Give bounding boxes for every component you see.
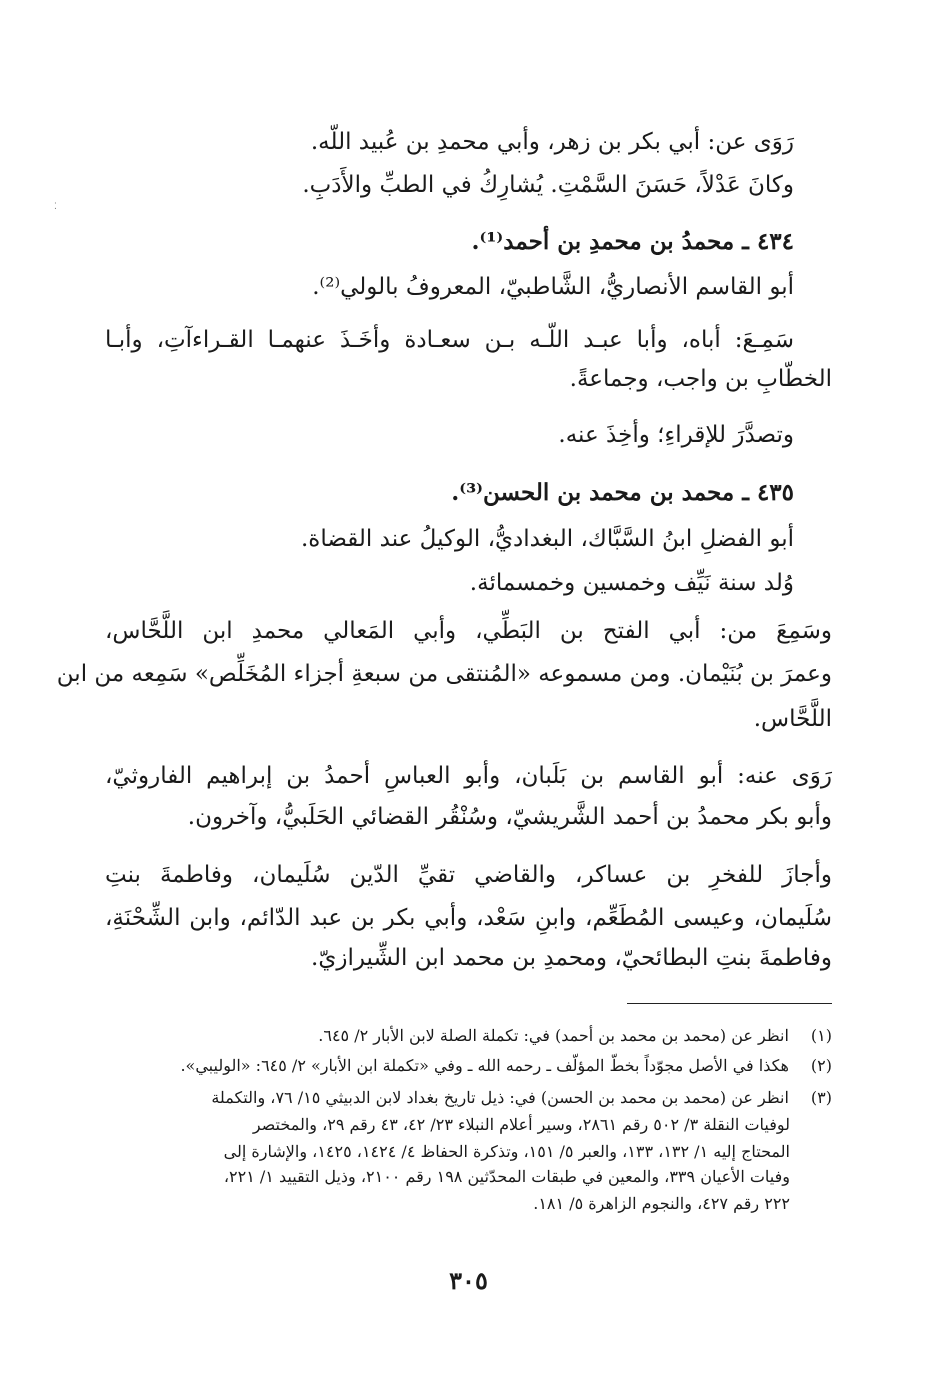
text-line-11: وسَمِعَ من: أبي الفتح بن البَطِّي، وأبي المَعالي محمدِ ابن اللَّحَّاس، <box>105 618 832 644</box>
text-line-6: الخطّابِ بن واجب، وجماعةً. <box>569 366 832 392</box>
footnote-number: (٢) <box>810 1056 832 1075</box>
margin-speck: ⁚ <box>54 202 57 212</box>
footnote-1 <box>105 1022 832 1050</box>
entry-heading-435: ٤٣٥ ـ محمد بن محمد بن الحسن⁽³⁾. <box>451 479 794 506</box>
page-number: ٣٠٥ <box>449 1266 488 1295</box>
footnote-separator <box>627 1003 832 1004</box>
footnote-text: انظر عن (محمد بن محمد بن الحسن) في: ذيل تاريخ بغداد لابن الدبيثي ١٥/ ٧٦، والتكملة <box>211 1088 789 1107</box>
footnote-text: انظر عن (محمد بن محمد بن أحمد) في: تكملة الصلة لابن الأبار ٢/ ٦٤٥. <box>318 1026 789 1045</box>
footnote-3-line-2: لوفيات النقلة ٣/ ٥٠٢ رقم ٢٨٦١، وسير أعلام النبلاء ٢٣/ ٤٢، ٤٣ رقم ٢٩، والمختصر <box>252 1115 790 1134</box>
text-line-14: رَوَى عنه: أبو القاسم بن بَلَبان، وأبو العباسِ أحمدُ بن إبراهيم الفاروثيّ، <box>105 763 832 789</box>
text-line-10: وُلد سنة نَيِّف وخمسين وخمسمائة. <box>469 570 794 596</box>
footnote-3-line-4: وفيات الأعيان ٣٣٩، والمعين في طبقات المحدّثين ١٩٨ رقم ٢١٠٠، وذيل التقييد ١/ ٢٢١، <box>223 1167 790 1186</box>
text-line-13: اللَّحَّاس. <box>753 706 832 732</box>
footnote-number: (١) <box>810 1026 832 1045</box>
text-line-12: وعمرَ بن بُنَيْمان. ومن مسموعه «المُنتقى من سبعةِ أجزاء المُخَلِّص» سَمِعه من ابن <box>56 661 832 687</box>
text-line-1: رَوَى عن: أبي بكر بن زهر، وأبي محمدِ بن عُبيد اللّه. <box>310 129 794 155</box>
text-line-15: وأبو بكر محمدُ بن أحمد الشَّريشيّ، وسُنْقُر القضائي الحَلَبيُّ، وآخرون. <box>187 804 832 830</box>
entry-heading-434: ٤٣٤ ـ محمدُ بن محمدِ بن أحمد⁽¹⁾. <box>471 228 794 255</box>
footnote-3-line-5: ٢٢٢ رقم ٤٢٧، والنجوم الزاهرة ٥/ ١٨١. <box>533 1194 790 1213</box>
footnote-text: هكذا في الأصل مجوّداً بخطّ المؤلّف ـ رحمه الله ـ وفي «تكملة ابن الأبار» ٢/ ٦٤٥: «الوليبي». <box>180 1056 789 1075</box>
text-line-9: أبو الفضلِ ابنُ السَّبَّاك، البغداديُّ، الوكيلُ عند القضاة. <box>300 526 794 552</box>
text-line-2: وكانَ عَدْلاً، حَسَنَ السَّمْتِ. يُشارِكُ في الطبِّ والأَدَبِ. <box>302 172 794 198</box>
footnote-3-line-3: المحتاج إليه ١/ ١٣٢، ١٣٣، والعبر ٥/ ١٥١، وتذكرة الحفاظ ٤/ ١٤٢٤، ١٤٢٥، والإشارة إلى <box>223 1142 790 1161</box>
text-line-4: أبو القاسم الأنصاريُّ، الشَّاطبيّ، المعروفُ بالولي⁽²⁾. <box>312 274 794 300</box>
footnote-3 <box>105 1084 832 1112</box>
text-line-7: وتصدَّرَ للإقراءِ؛ وأخِذَ عنه. <box>558 422 794 448</box>
footnote-number: (٣) <box>810 1088 832 1107</box>
text-line-16: وأجازَ للفخرِ بن عساكر، والقاضي تقيِّ الدّين سُلَيمان، وفاطمةَ بنتِ <box>105 862 832 888</box>
text-line-5: سَمِـعَ: أباه، وأبا عبـد اللّـه بـن سعـادة وأخَـذَ عنهمـا القـراءآتِ، وأبـا <box>105 327 794 353</box>
text-line-18: وفاطمةَ بنتِ البطائحيّ، ومحمدِ بن محمد ابن الشِّيرازيّ. <box>311 945 832 971</box>
footnote-2 <box>105 1052 832 1080</box>
text-line-17: سُلَيمان، وعيسى المُطَعِّم، وابنِ سَعْد، وأبي بكر بن عبد الدّائم، وابن الشِّحْنَةِ، <box>105 905 832 931</box>
